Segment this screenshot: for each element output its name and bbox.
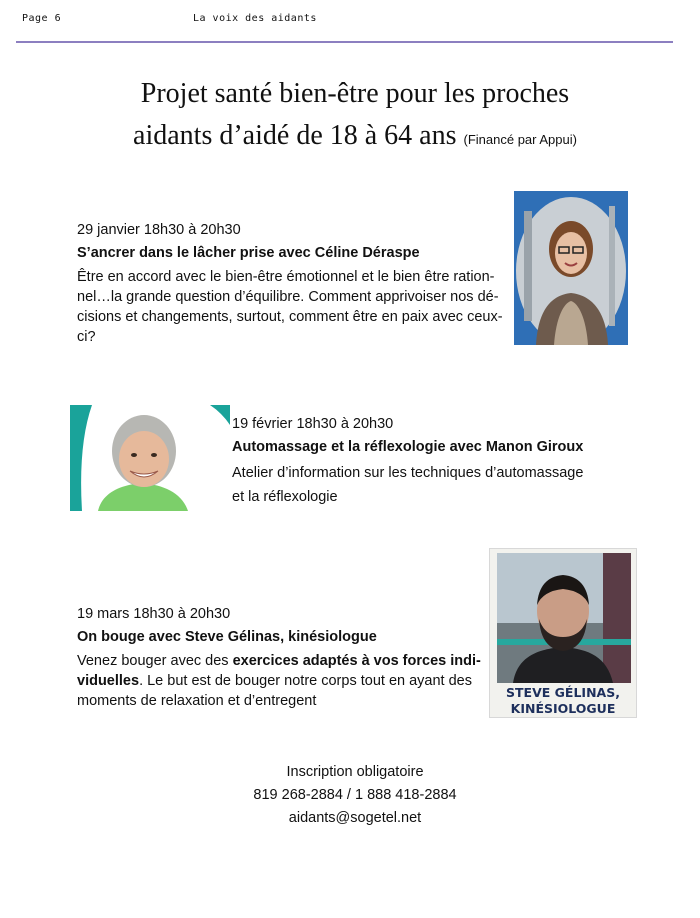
event-desc-line: ci? xyxy=(77,329,96,345)
event-date: 29 janvier 18h30 à 20h30 xyxy=(77,222,241,238)
page-header xyxy=(16,0,673,43)
event-date: 19 mars 18h30 à 20h30 xyxy=(77,606,231,622)
funding-note: (Financé par Appui) xyxy=(463,132,577,147)
desc-text: Venez bouger avec des xyxy=(77,653,233,669)
event-desc-line: Atelier d’information sur les techniques d’automassage xyxy=(232,465,584,481)
page-number: Page 6 xyxy=(22,13,62,24)
desc-bold: viduelles xyxy=(77,673,140,689)
photo-caption-line2: KINÉSIOLOGUE xyxy=(510,701,616,716)
desc-text: . Le but est de bouger notre corps tout en ayant des xyxy=(139,673,472,689)
event-desc-line: nel…la grande question d’équilibre. Comment apprivoiser nos dé- xyxy=(77,289,499,305)
event-desc-line: et la réflexologie xyxy=(232,489,338,505)
desc-bold: exercices adaptés à vos forces indi- xyxy=(232,653,481,669)
event-date: 19 février 18h30 à 20h30 xyxy=(232,416,394,432)
event-steve xyxy=(77,604,487,711)
event-desc-line xyxy=(77,651,487,671)
celine-photo xyxy=(514,191,628,345)
event-celine xyxy=(77,220,505,347)
event-desc-line: Être en accord avec le bien-être émotionnel et le bien être ration- xyxy=(77,269,495,285)
event-name: S’ancrer dans le lâcher prise avec Céline Déraspe xyxy=(77,245,420,261)
photo-caption-line1: STEVE GÉLINAS, xyxy=(506,685,620,700)
event-desc-line xyxy=(77,671,487,691)
publication-name: La voix des aidants xyxy=(193,13,317,24)
title-text: aidants d’aidé de 18 à 64 ans xyxy=(133,120,457,151)
email-address[interactable]: aidants@sogetel.net xyxy=(288,810,422,826)
event-name: On bouge avec Steve Gélinas, kinésiologue xyxy=(77,629,377,645)
event-desc-line: cisions et changements, surtout, comment être en paix avec ceux- xyxy=(77,309,503,325)
registration-note: Inscription obligatoire xyxy=(286,764,424,780)
steve-photo xyxy=(489,548,637,718)
event-name: Automassage et la réflexologie avec Manon Giroux xyxy=(232,439,584,455)
page-title-line1: Projet santé bien-être pour les proches xyxy=(140,78,570,109)
event-desc-line: moments de relaxation et d’entregent xyxy=(77,693,317,709)
phone-numbers: 819 268-2884 / 1 888 418-2884 xyxy=(253,787,457,803)
page-title-line2 xyxy=(100,116,610,160)
manon-photo xyxy=(70,405,230,511)
event-manon xyxy=(232,414,592,509)
